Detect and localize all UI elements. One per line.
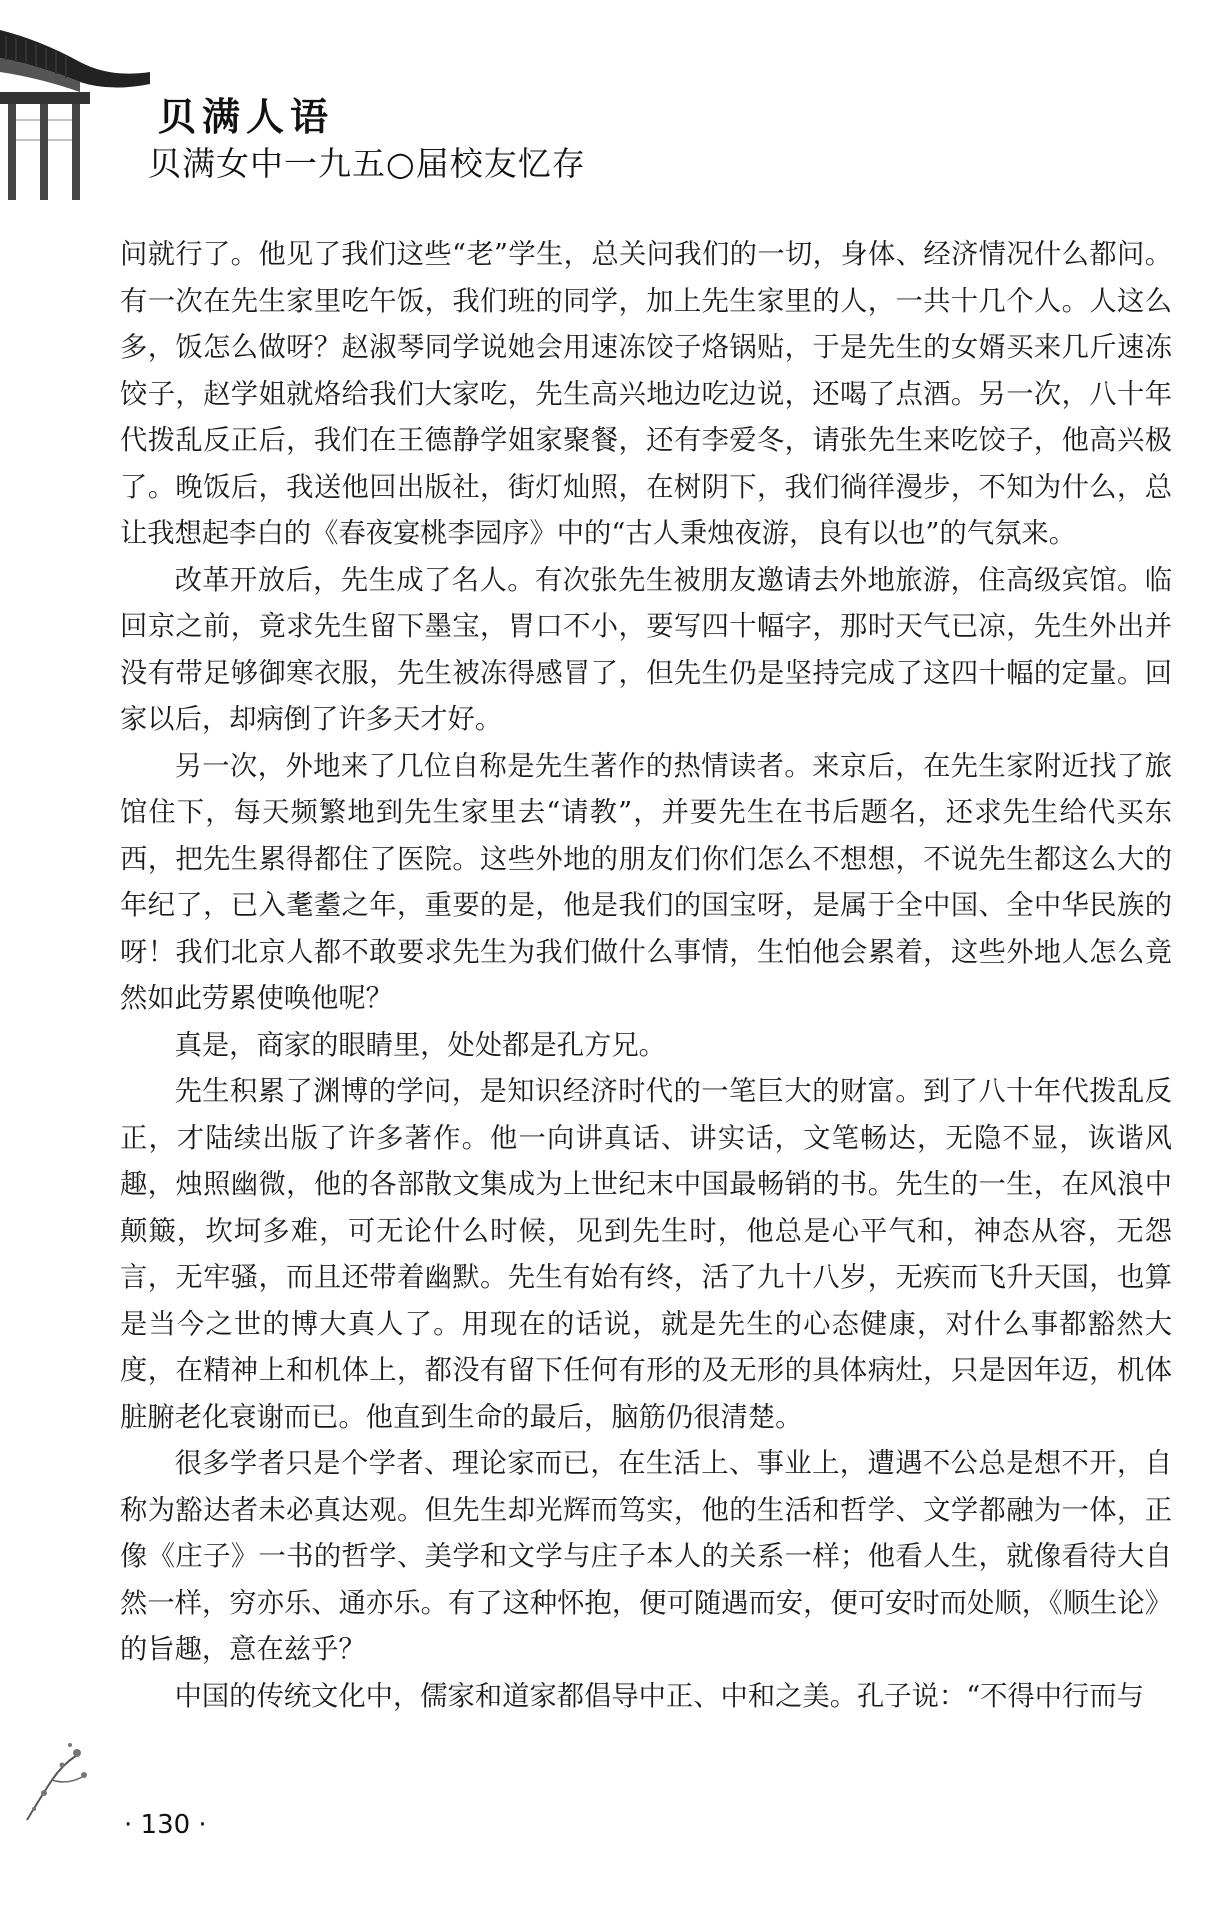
- paragraph: 中国的传统文化中，儒家和道家都倡导中正、中和之美。孔子说：“不得中行而与: [174, 1680, 1144, 1712]
- paragraph: 很多学者只是个学者、理论家而已，在生活上、事业上，遭遇不公总是想不开，自称为豁达者未必真达观。但先生却光辉而笃实，他的生活和哲学、文学都融为一体，正像《庄子》一书的哲学、美学和文学与庄子本人的关系一样；他看人生，就像看待大自然一样，穷亦乐、通亦乐。有了这种怀抱，便可随遇而安，便可安时而处顺，《顺生论》的旨趣，意在兹乎？: [120, 1448, 1172, 1665]
- plum-branch-icon: [22, 1725, 112, 1825]
- paragraph: 另一次，外地来了几位自称是先生著作的热情读者。来京后，在先生家附近找了旅馆住下，每天频繁地到先生家里去“请教”，并要先生在书后题名，还求先生给代买东西，把先生累得都住了医院。这些外地的朋友们你们怎么不想想，不说先生都这么大的年纪了，已入耄耋之年，重要的是，他是我们的国宝呀，是属于全中国、全中华民族的呀！我们北京人都不敢要求先生为我们做什么事情，生怕他会累着，这些外地人怎么竟然如此劳累使唤他呢？: [120, 750, 1172, 1014]
- paragraph: 问就行了。他见了我们这些“老”学生，总关问我们的一切，身体、经济情况什么都问。有一次在先生家里吃午饭，我们班的同学，加上先生家里的人，一共十几个人。人这么多，饭怎么做呀？赵淑琴同学说她会用速冻饺子烙锅贴，于是先生的女婿买来几斤速冻饺子，赵学姐就烙给我们大家吃，先生高兴地边吃边说，还喝了点酒。另一次，八十年代拨乱反正后，我们在王德静学姐家聚餐，还有李爱冬，请张先生来吃饺子，他高兴极了。晚饭后，我送他回出版社，街灯灿照，在树阴下，我们徜徉漫步，不知为什么，总让我想起李白的《春夜宴桃李园序》中的“古人秉烛夜游，良有以也”的气氛来。: [120, 239, 1172, 549]
- paragraph: 真是，商家的眼睛里，处处都是孔方兄。: [174, 1029, 666, 1061]
- body-text: [120, 232, 1172, 1720]
- paragraph: 改革开放后，先生成了名人。有次张先生被朋友邀请去外地旅游，住高级宾馆。临回京之前，竟求先生留下墨宝，胃口不小，要写四十幅字，那时天气已凉，先生外出并没有带足够御寒衣服，先生被冻得感冒了，但先生仍是坚持完成了这四十幅的定量。回家以后，却病倒了许多天才好。: [120, 564, 1172, 735]
- paragraph: 先生积累了渊博的学问，是知识经济时代的一笔巨大的财富。到了八十年代拨乱反正，才陆续出版了许多著作。他一向讲真话、讲实话，文笔畅达，无隐不显，诙谐风趣，烛照幽微，他的各部散文集成为上世纪末中国最畅销的书。先生的一生，在风浪中颠簸，坎坷多难，可无论什么时候，见到先生时，他总是心平气和，神态从容，无怨言，无牢骚，而且还带着幽默。先生有始有终，活了九十八岁，无疾而飞升天国，也算是当今之世的博大真人了。用现在的话说，就是先生的心态健康，对什么事都豁然大度，在精神上和机体上，都没有留下任何有形的及无形的具体病灶，只是因年迈，机体脏腑老化衰谢而已。他直到生命的最后，脑筋仍很清楚。: [120, 1076, 1172, 1433]
- series-title: 贝满人语: [158, 95, 335, 139]
- page-number: · 130 ·: [124, 1810, 207, 1840]
- pavilion-roof-icon: [0, 0, 170, 200]
- book-title: 贝满女中一九五○届校友忆存: [148, 144, 586, 183]
- page-header: [0, 0, 620, 200]
